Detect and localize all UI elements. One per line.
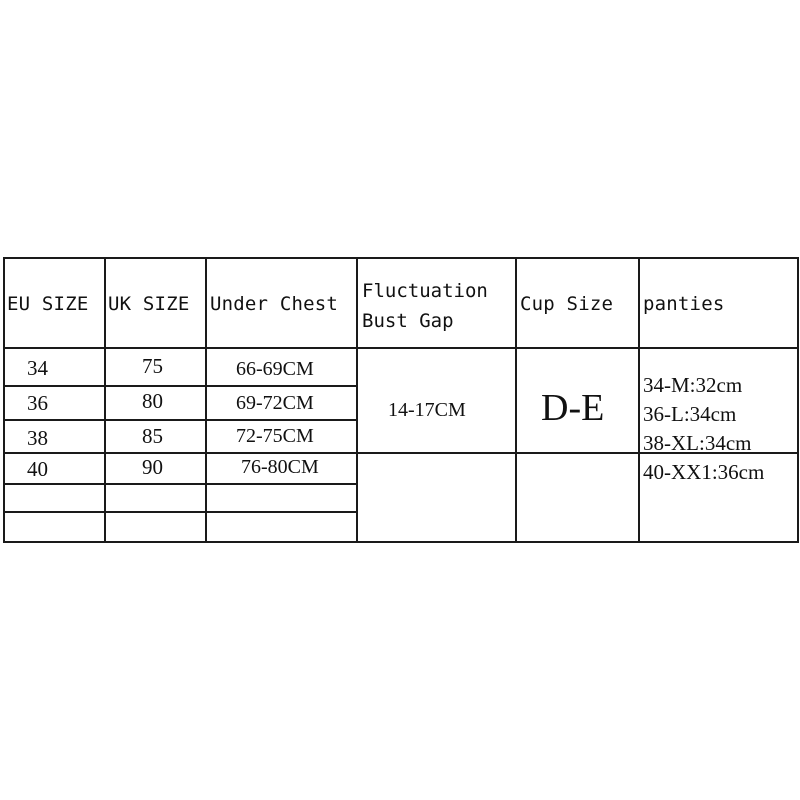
col-border-eu-uk [104, 257, 106, 543]
row4-under-chest: 76-80CM [241, 456, 319, 478]
panties-item-2: 36-L:34cm [643, 402, 737, 426]
table-top-border [3, 257, 799, 259]
row3-under-chest: 72-75CM [236, 425, 314, 447]
cup-size-value: D-E [541, 387, 605, 429]
row1-eu: 34 [27, 356, 48, 380]
header-fluctuation-line2: Bust Gap [362, 310, 454, 332]
table-right-border [797, 257, 799, 543]
row-border-4 [3, 483, 358, 485]
col-border-cup-panties [638, 257, 640, 543]
row4-eu: 40 [27, 457, 48, 481]
table-left-border [3, 257, 5, 543]
header-panties: panties [643, 293, 725, 315]
header-eu-size: EU SIZE [7, 293, 89, 315]
row1-under-chest: 66-69CM [236, 358, 314, 380]
row-border-1 [3, 385, 358, 387]
header-fluctuation-line1: Fluctuation [362, 280, 488, 302]
panties-item-1: 34-M:32cm [643, 373, 743, 397]
col-border-chest-gap [356, 257, 358, 543]
row2-uk: 80 [142, 389, 163, 413]
row4-uk: 90 [142, 455, 163, 479]
bust-gap-value: 14-17CM [388, 399, 466, 421]
panties-item-3: 38-XL:34cm [643, 431, 752, 455]
row-border-5 [3, 511, 358, 513]
row1-uk: 75 [142, 354, 163, 378]
header-uk-size: UK SIZE [108, 293, 190, 315]
header-fluctuation [362, 276, 488, 336]
header-cup-size: Cup Size [520, 293, 614, 315]
panties-list [643, 371, 764, 487]
row2-eu: 36 [27, 391, 48, 415]
row3-uk: 85 [142, 424, 163, 448]
panties-item-4: 40-XX1:36cm [643, 460, 765, 484]
row-border-2 [3, 419, 358, 421]
header-under-chest: Under Chest [210, 293, 339, 315]
col-border-uk-chest [205, 257, 207, 543]
row3-eu: 38 [27, 426, 48, 450]
header-row-border [3, 347, 799, 349]
table-bottom-border [3, 541, 799, 543]
col-border-gap-cup [515, 257, 517, 543]
row2-under-chest: 69-72CM [236, 392, 314, 414]
